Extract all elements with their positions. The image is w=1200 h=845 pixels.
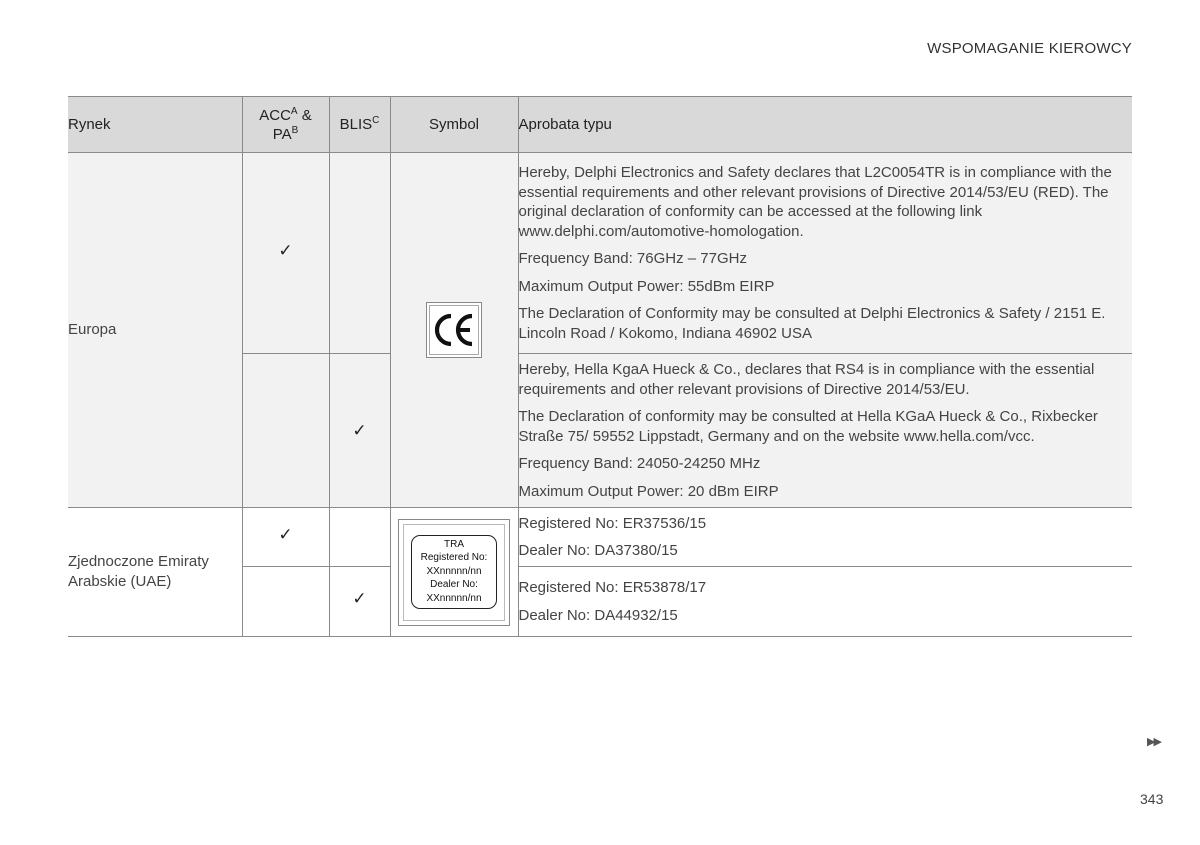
approval-paragraph: Frequency Band: 76GHz – 77GHz	[518, 250, 747, 267]
approval-paragraph: The Declaration of Conformity may be consulted at Delphi Electronics & Safety / 2151 E. Lincoln Road / Kokomo, Indiana 46902 USA	[518, 305, 1106, 342]
approval-text-europe-blis	[518, 354, 1132, 508]
tra-label-icon	[398, 519, 510, 626]
blis-empty-cell	[329, 508, 390, 567]
tra-label-title: TRA	[444, 538, 464, 550]
ce-mark-icon	[426, 302, 482, 358]
approval-paragraph: Maximum Output Power: 55dBm EIRP	[518, 277, 775, 295]
table-row-uae-acc	[68, 508, 1132, 567]
tra-label-line: XXnnnnn/nn	[426, 565, 482, 577]
column-header-acc-pa	[242, 97, 329, 153]
blis-empty-cell	[329, 153, 390, 354]
column-header-blis	[329, 97, 390, 153]
blis-check-mark: ✓	[329, 354, 390, 508]
page-number: 343	[1140, 791, 1164, 807]
acc-label: ACC	[259, 106, 291, 124]
approval-paragraph: Hereby, Hella KgaA Hueck & Co., declares that RS4 is in compliance with the essential requirements and other relevant provisions of Directive 2014/53/EU.	[518, 361, 1095, 398]
acc-empty-cell	[242, 354, 329, 508]
market-uae-line1: Zjednoczone Emiraty	[68, 553, 209, 570]
pa-label: PA	[272, 125, 292, 143]
approval-paragraph: The Declaration of conformity may be consulted at Hella KGaA Hueck & Co., Rixbecker Straße 75/ 59552 Lippstadt, Germany and on the website www.hella.com/vcc.	[518, 408, 1098, 445]
approval-paragraph: Registered No: ER53878/17	[518, 579, 707, 596]
market-uae-line2: Arabskie (UAE)	[68, 573, 172, 590]
footnote-c: C	[372, 115, 380, 126]
footnote-b: B	[291, 124, 299, 136]
tra-label-line: Dealer No:	[430, 579, 478, 591]
table-header-row	[68, 97, 1132, 153]
blis-check-mark: ✓	[329, 567, 390, 637]
approval-text-europe-acc	[518, 153, 1132, 354]
type-approval-table	[68, 96, 1132, 637]
acc-empty-cell	[242, 567, 329, 637]
column-header-market: Rynek	[68, 97, 242, 153]
approval-paragraph: Maximum Output Power: 20 dBm EIRP	[518, 482, 779, 500]
footnote-a: A	[290, 105, 298, 117]
acc-check-mark: ✓	[242, 153, 329, 354]
approval-paragraph: Dealer No: DA37380/15	[518, 542, 678, 559]
approval-paragraph: Frequency Band: 24050-24250 MHz	[518, 455, 761, 472]
approval-paragraph: Dealer No: DA44932/15	[518, 606, 678, 624]
section-title: WSPOMAGANIE KIEROWCY	[927, 40, 1132, 57]
approval-paragraph: Registered No: ER37536/15	[518, 514, 707, 532]
table-row-europe-acc	[68, 153, 1132, 354]
approval-paragraph: Hereby, Delphi Electronics and Safety declares that L2C0054TR is in compliance with the essential requirements and other relevant provisions of Directive 2014/53/EU (RED). The original declaration of conformity can be accessed at the following link www.delphi.com/automotive-homologation.	[518, 164, 1112, 240]
column-header-symbol: Symbol	[390, 97, 518, 153]
acc-check-mark: ✓	[242, 508, 329, 567]
blis-label: BLIS	[339, 116, 373, 133]
tra-label-line: Registered No:	[420, 552, 488, 564]
approval-text-uae-blis	[518, 567, 1132, 637]
market-uae	[68, 508, 242, 637]
symbol-cell-europe	[390, 153, 518, 508]
tra-label-line: XXnnnnn/nn	[426, 592, 482, 604]
continue-arrows-icon: ▶▶	[1147, 736, 1160, 748]
column-header-approval: Aprobata typu	[518, 97, 1132, 153]
market-europe: Europa	[68, 153, 242, 508]
symbol-cell-uae	[390, 508, 518, 637]
ampersand: &	[297, 106, 312, 124]
approval-text-uae-acc	[518, 508, 1132, 567]
